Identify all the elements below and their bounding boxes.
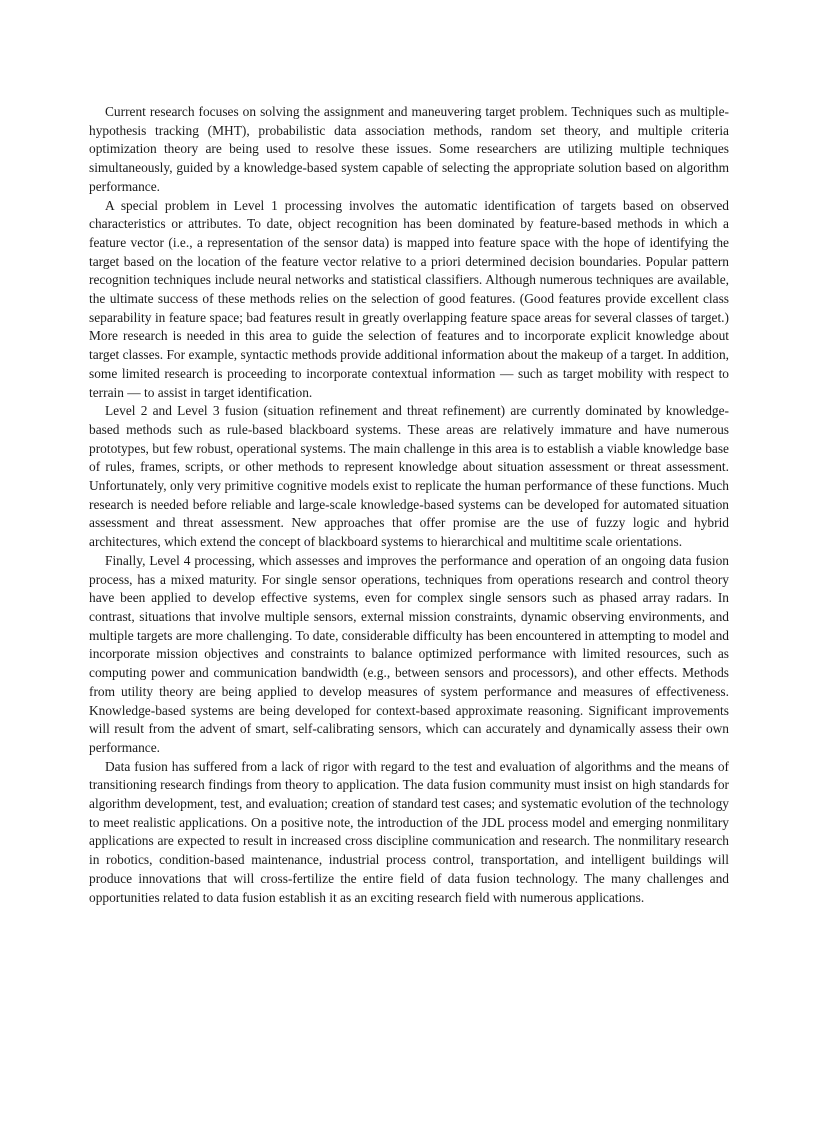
paragraph-level-4-processing: Finally, Level 4 processing, which assesses and improves the performance and operation of an ongoing data fusion process, has a mixed maturity. For single sensor operations, techniques from operations research and control theory have been applied to develop effective systems, even for complex single sensors such as phased array radars. In contrast, situations that involve multiple sensors, external mission constraints, dynamic observing environments, and multiple targets are more challenging. To date, considerable difficulty has been encountered in attempting to model and incorporate mission objectives and constraints to balance optimized performance with limited resources, such as computing power and communication bandwidth (e.g., between sensors and processors), and other effects. Methods from utility theory are being applied to develop measures of system performance and measures of effectiveness. Knowledge-based systems are being developed for context-based approximate reasoning. Significant improvements will result from the advent of smart, self-calibrating sensors, which can accurately and dynamically assess their own performance. <box>89 552 729 755</box>
paragraph-level-2-3-fusion: Level 2 and Level 3 fusion (situation refinement and threat refinement) are currently dominated by knowledge-based methods such as rule-based blackboard systems. These areas are relatively immature and have numerous prototypes, but few robust, operational systems. The main challenge in this area is to establish a viable knowledge base of rules, frames, scripts, or other methods to represent knowledge about situation assessment or threat assessment. Unfortunately, only very primitive cognitive models exist to replicate the human performance of these functions. Much research is needed before reliable and large-scale knowledge-based systems can be developed for automated situation assessment and threat assessment. New approaches that offer promise are the use of fuzzy logic and hybrid architectures, which extend the concept of blackboard systems to hierarchical and multitime scale orientations. <box>89 403 729 550</box>
paragraph-target-problem: Current research focuses on solving the assignment and maneuvering target problem. Techniques such as multiple-hypothesis tracking (MHT), probabilistic data association methods, random set theory, and multiple criteria optimization theory are being used to resolve these issues. Some researchers are utilizing multiple techniques simultaneously, guided by a knowledge-based system capable of selecting the appropriate solution based on algorithm performance. <box>89 104 729 194</box>
paragraph-rigor-and-applications: Data fusion has suffered from a lack of rigor with regard to the test and evaluation of algorithms and the means of transitioning research findings from theory to application. The data fusion community must insist on high standards for algorithm development, test, and evaluation; creation of standard test cases; and systematic evolution of the technology to meet realistic applications. On a positive note, the introduction of the JDL process model and emerging nonmilitary applications are expected to result in increased cross discipline communication and research. The nonmilitary research in robotics, condition-based maintenance, industrial process control, transportation, and intelligent buildings will produce innovations that will cross-fertilize the entire field of data fusion technology. The many challenges and opportunities related to data fusion establish it as an exciting research field with numerous applications. <box>89 758 729 905</box>
page-body <box>89 103 729 907</box>
paragraph-level-1-identification: A special problem in Level 1 processing involves the automatic identification of targets based on observed characteristics or attributes. To date, object recognition has been dominated by feature-based methods in which a feature vector (i.e., a representation of the sensor data) is mapped into feature space with the hope of identifying the target based on the location of the feature vector relative to a priori determined decision boundaries. Popular pattern recognition techniques include neural networks and statistical classifiers. Although numerous techniques are available, the ultimate success of these methods relies on the selection of good features. (Good features provide excellent class separability in feature space; bad features result in greatly overlapping feature space areas for several classes of target.) More research is needed in this area to guide the selection of features and to incorporate explicit knowledge about target classes. For example, syntactic methods provide additional information about the makeup of a target. In addition, some limited research is proceeding to incorporate contextual information — such as target mobility with respect to terrain — to assist in target identification. <box>89 197 729 400</box>
